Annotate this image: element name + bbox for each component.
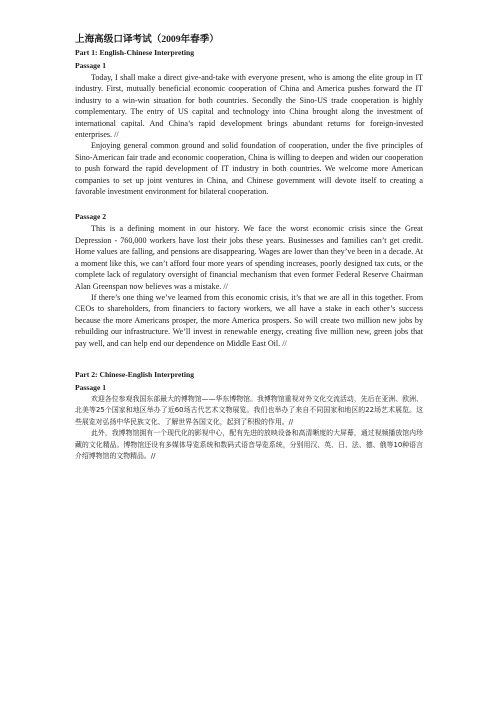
part2-passage1-paragraph: 欢迎各位参观我国东部最大的博物馆——华东博物馆。我博物馆重视对外文化交流活动，先后在亚洲、欧洲、北美等25个国家和地区举办了近60场古代艺术文物展览。我们也举办了来自不同国家和地区的22场艺术展览。这些展览对弘扬中华民族文化、了解世界各国文化，起到了积极的作用。// <box>75 394 423 426</box>
part1-passage1-paragraph: Enjoying general common ground and solid foundation of cooperation, under the five principles of Sino-American fair trade and economic cooperation, China is willing to deepen and widen our cooperation to push forward the rapid development of IT industry in both countries. We welcome more American companies to set up joint ventures in China, and Chinese government will devote itself to creating a favorable investment environment for bilateral cooperation. <box>75 141 423 197</box>
part1-passage2-label: Passage 2 <box>75 212 107 222</box>
part1-passage1-paragraph: Today, I shall make a direct give-and-take with everyone present, who is among the elite group in IT industry. First, mutually beneficial economic cooperation of China and America pushes forward the IT industry to a win-win situation for both countries. Secondly the Sino-US trade cooperation is highly complementary. The entry of US capital and technology into China brought along the investment of international capital. And China’s rapid development brings abundant returns for foreign-invested enterprises. // <box>75 73 423 140</box>
part1-heading: Part 1: English-Chinese Interpreting <box>75 48 195 57</box>
document-page <box>75 34 423 462</box>
part2-passage1-label: Passage 1 <box>75 382 107 392</box>
part2-passage1-paragraph: 此外，我博物馆拥有一个现代化的影视中心，配有先进的放映设备和高清晰度的大屏幕，通过视频播放馆内珍藏的文化精品。博物馆还设有多媒体导览系统和数码式语音导览系统，分别用汉、英、日、法、德、俄等10种语言介绍博物馆的文物精品。// <box>75 429 423 460</box>
part1-passage2-paragraph: If there’s one thing we’ve learned from this economic crisis, it’s that we are all in this together. From CEOs to shareholders, from financiers to factory workers, we all have a stake in each other’s success because the more Americans prosper, the more America prospers. So will create two million new jobs by rebuilding our infrastructure. We’ll invest in renewable energy, creating five million new, green jobs that pay well, and can help end our dependence on Middle East Oil. // <box>75 292 423 348</box>
part2-heading: Part 2: Chinese-English Interpreting <box>75 369 195 379</box>
document-title: 上海高级口译考试（2009年春季） <box>75 34 219 45</box>
part1-passage2-paragraph: This is a defining moment in our history. We face the worst economic crisis since the Great Depression - 760,000 workers have lost their jobs these years. Businesses and families can’t get credit. Home values are falling, and pensions are disappearing. Wages are lower than they’ve been in a decade. At a moment like this, we can’t afford four more years of spending increases, poorly designed tax cuts, or the complete lack of regulatory oversight of financial mechanism that even former Federal Reserve Chairman Alan Greenspan now believes was a mistake. // <box>75 224 423 291</box>
part1-passage1-label: Passage 1 <box>75 61 107 70</box>
